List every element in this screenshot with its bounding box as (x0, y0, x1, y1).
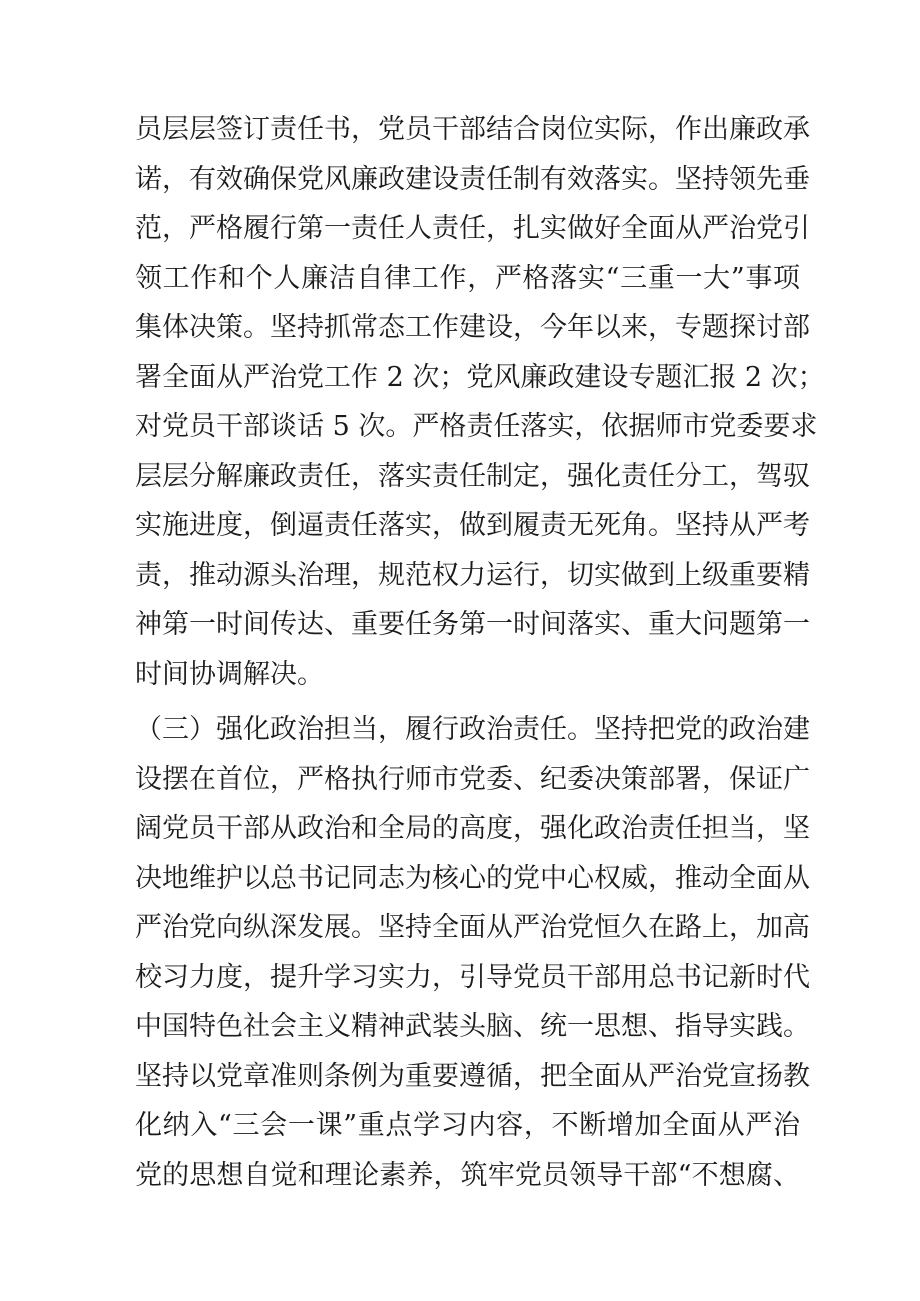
text-line: 化纳入“三会一课”重点学习内容，不断增加全面从严治 (135, 1110, 800, 1141)
text-line: 校习力度，提升学习实力，引导党员干部用总书记新时代 (135, 961, 810, 993)
text-line: 层层分解廉政责任，落实责任制定，强化责任分工，驾驭 (135, 460, 810, 492)
text-line: 设摆在首位，严格执行师市党委、纪委决策部署，保证广 (135, 763, 810, 795)
paragraph-political-responsibility (135, 705, 810, 1200)
text-line: 实施进度，倒逼责任落实，做到履责无死角。坚持从严考 (135, 510, 810, 541)
text-line: 阔党员干部从政治和全局的高度，强化政治责任担当，坚 (135, 813, 810, 844)
text-line: 中国特色社会主义精神武装头脑、统一思想、指导实践。 (135, 1011, 810, 1042)
text-line: 严治党向纵深发展。坚持全面从严治党恒久在路上，加高 (135, 912, 810, 943)
paragraph-responsibility (135, 105, 825, 699)
text-line: 诺，有效确保党风廉政建设责任制有效落实。坚持领先垂 (135, 163, 810, 195)
section-heading-line: （三）强化政治担当，履行政治责任。坚持把党的政治建 (135, 714, 810, 745)
text-line: 坚持以党章准则条例为重要遵循，把全面从严治党宣扬教 (135, 1060, 810, 1092)
text-line: 署全面从严治党工作 2 次；党风廉政建设专题汇报 2 次； (135, 361, 825, 393)
text-line: 决地维护以总书记同志为核心的党中心权威，推动全面从 (135, 862, 810, 894)
text-line: 集体决策。坚持抓常态工作建设，今年以来，专题探讨部 (135, 312, 810, 343)
text-line: 对党员干部谈话 5 次。严格责任落实，依据师市党委要求 (135, 411, 818, 442)
text-line: 神第一时间传达、重要任务第一时间落实、重大问题第一 (135, 609, 810, 640)
text-line: 责，推动源头治理，规范权力运行，切实做到上级重要精 (135, 559, 810, 591)
text-line-last: 时间协调解决。 (135, 658, 324, 690)
text-line: 党的思想自觉和理论素养，筑牢党员领导干部“不想腐、 (135, 1159, 800, 1191)
text-line: 员层层签订责任书，党员干部结合岗位实际，作出廉政承 (135, 114, 810, 145)
text-line: 范，严格履行第一责任人责任，扎实做好全面从严治党引 (135, 213, 810, 244)
text-line: 领工作和个人廉洁自律工作，严格落实“三重一大”事项 (135, 262, 800, 294)
